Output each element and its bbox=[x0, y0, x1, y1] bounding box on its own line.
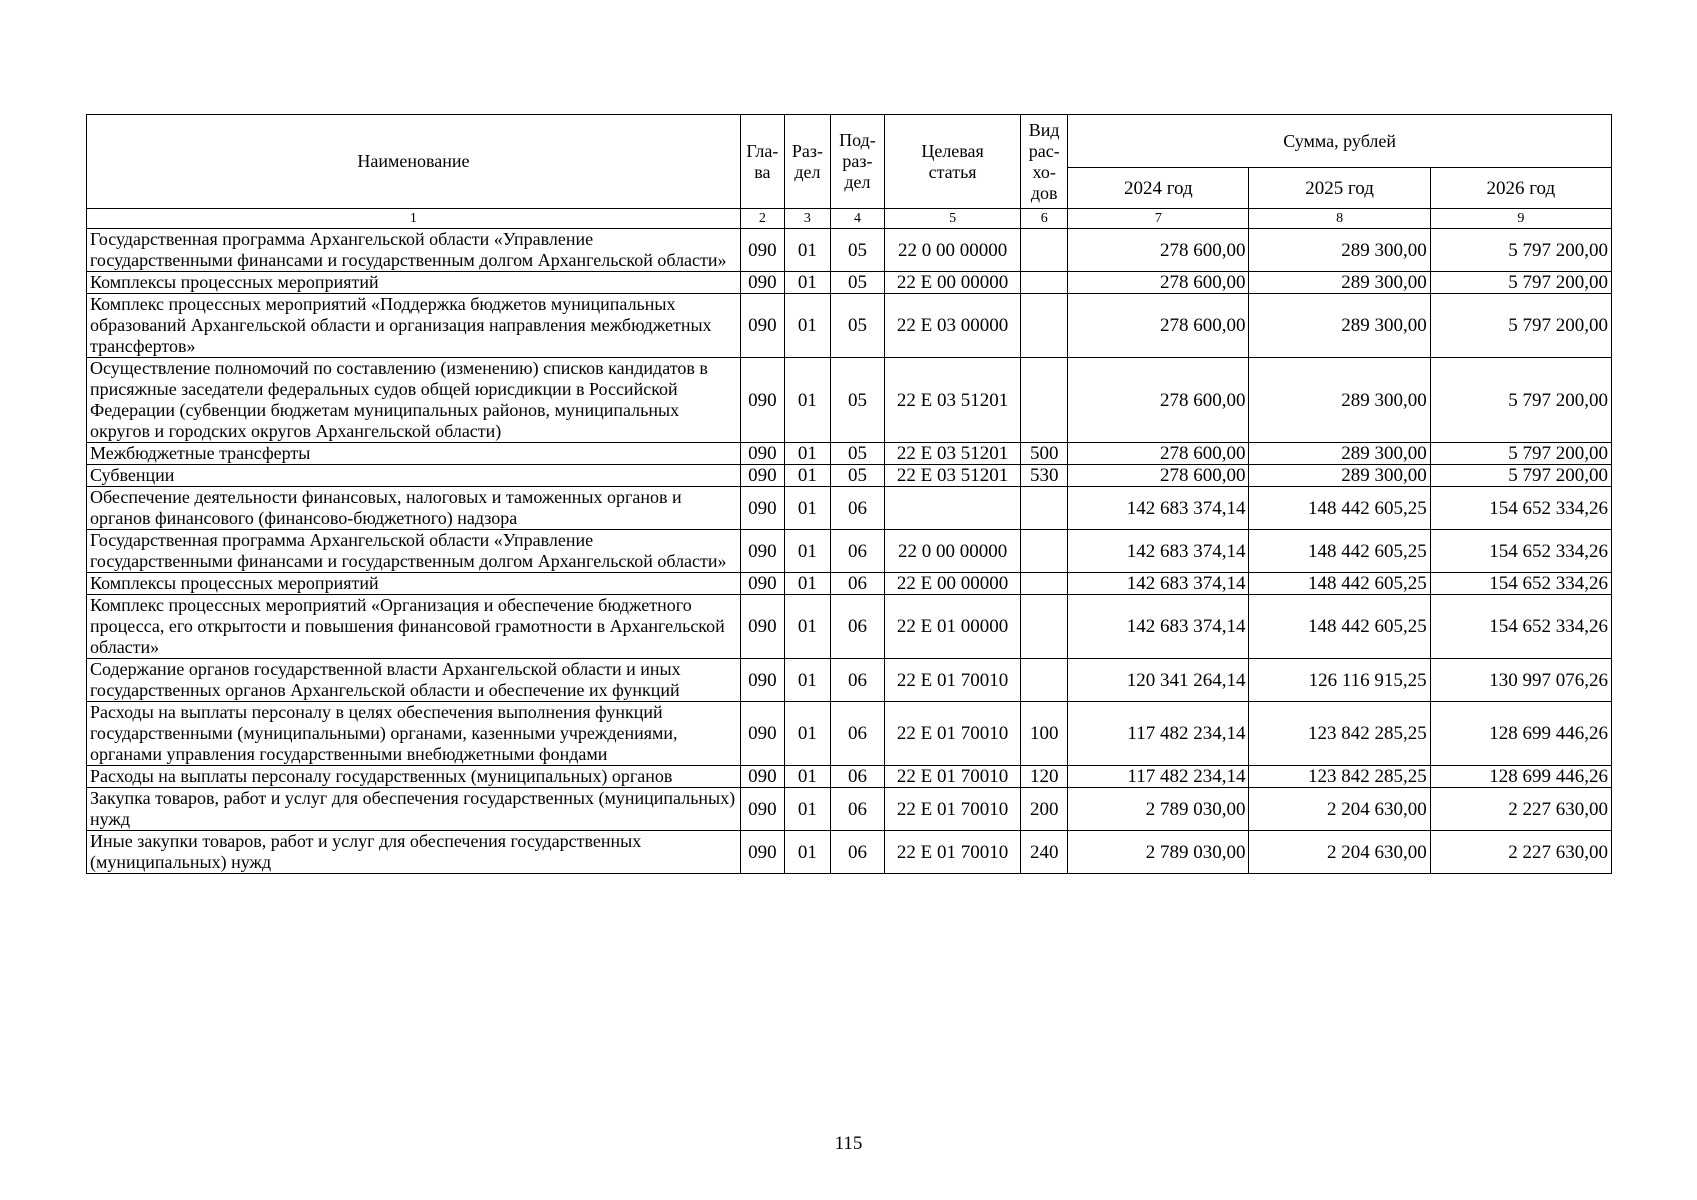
row-name: Государственная программа Архангельской области «Управление государственными финансами и государственным долгом Архангельской области» bbox=[87, 229, 741, 272]
table-row bbox=[87, 702, 1612, 766]
row-sum-2025: 289 300,00 bbox=[1249, 465, 1430, 487]
row-glava: 090 bbox=[740, 487, 784, 530]
row-razdel: 01 bbox=[784, 595, 830, 659]
row-name: Государственная программа Архангельской области «Управление государственными финансами и государственным долгом Архангельской области» bbox=[87, 530, 741, 573]
col-number: 2 bbox=[740, 209, 784, 229]
col-number: 4 bbox=[830, 209, 884, 229]
row-celevaya-statya: 22 Е 01 70010 bbox=[885, 659, 1021, 702]
row-vid-rashodov: 100 bbox=[1021, 702, 1068, 766]
row-sum-2026: 130 997 076,26 bbox=[1430, 659, 1611, 702]
row-name: Межбюджетные трансферты bbox=[87, 443, 741, 465]
row-celevaya-statya: 22 Е 03 51201 bbox=[885, 443, 1021, 465]
row-vid-rashodov bbox=[1021, 573, 1068, 595]
header-glava: Гла- ва bbox=[740, 115, 784, 209]
row-glava: 090 bbox=[740, 358, 784, 443]
row-sum-2025: 123 842 285,25 bbox=[1249, 702, 1430, 766]
row-podrazdel: 06 bbox=[830, 595, 884, 659]
row-razdel: 01 bbox=[784, 443, 830, 465]
table-row bbox=[87, 443, 1612, 465]
row-podrazdel: 05 bbox=[830, 272, 884, 294]
row-razdel: 01 bbox=[784, 487, 830, 530]
row-glava: 090 bbox=[740, 530, 784, 573]
row-name: Расходы на выплаты персоналу в целях обеспечения выполнения функций государственными (муниципальными) органами, казенными учреждениями, органами управления государственными внебюджетными фондами bbox=[87, 702, 741, 766]
row-sum-2026: 128 699 446,26 bbox=[1430, 702, 1611, 766]
row-razdel: 01 bbox=[784, 831, 830, 874]
row-celevaya-statya: 22 0 00 00000 bbox=[885, 530, 1021, 573]
header-summa: Сумма, рублей bbox=[1068, 115, 1612, 168]
row-celevaya-statya: 22 Е 01 70010 bbox=[885, 702, 1021, 766]
row-celevaya-statya: 22 Е 03 00000 bbox=[885, 294, 1021, 358]
row-vid-rashodov bbox=[1021, 659, 1068, 702]
row-glava: 090 bbox=[740, 766, 784, 788]
row-celevaya-statya: 22 Е 03 51201 bbox=[885, 358, 1021, 443]
row-name: Комплекс процессных мероприятий «Организация и обеспечение бюджетного процесса, его открытости и повышения финансовой грамотности в Архангельской области» bbox=[87, 595, 741, 659]
row-vid-rashodov: 120 bbox=[1021, 766, 1068, 788]
column-numbers-row bbox=[87, 209, 1612, 229]
table-row bbox=[87, 229, 1612, 272]
header-podrazdel: Под- раз- дел bbox=[830, 115, 884, 209]
row-sum-2024: 278 600,00 bbox=[1068, 465, 1249, 487]
row-name: Закупка товаров, работ и услуг для обеспечения государственных (муниципальных) нужд bbox=[87, 788, 741, 831]
row-sum-2026: 2 227 630,00 bbox=[1430, 788, 1611, 831]
row-celevaya-statya: 22 Е 03 51201 bbox=[885, 465, 1021, 487]
row-glava: 090 bbox=[740, 595, 784, 659]
row-sum-2026: 154 652 334,26 bbox=[1430, 573, 1611, 595]
row-celevaya-statya: 22 Е 00 00000 bbox=[885, 272, 1021, 294]
row-sum-2024: 142 683 374,14 bbox=[1068, 530, 1249, 573]
row-glava: 090 bbox=[740, 465, 784, 487]
row-celevaya-statya: 22 Е 01 70010 bbox=[885, 766, 1021, 788]
row-sum-2024: 278 600,00 bbox=[1068, 294, 1249, 358]
budget-table bbox=[86, 114, 1612, 874]
table-row bbox=[87, 487, 1612, 530]
table-row bbox=[87, 573, 1612, 595]
header-razdel: Раз- дел bbox=[784, 115, 830, 209]
row-glava: 090 bbox=[740, 831, 784, 874]
row-razdel: 01 bbox=[784, 659, 830, 702]
col-number: 9 bbox=[1430, 209, 1611, 229]
table-row bbox=[87, 358, 1612, 443]
table-row bbox=[87, 659, 1612, 702]
row-sum-2024: 278 600,00 bbox=[1068, 229, 1249, 272]
row-podrazdel: 05 bbox=[830, 443, 884, 465]
row-sum-2024: 278 600,00 bbox=[1068, 358, 1249, 443]
row-name: Обеспечение деятельности финансовых, налоговых и таможенных органов и органов финансового (финансово-бюджетного) надзора bbox=[87, 487, 741, 530]
row-razdel: 01 bbox=[784, 788, 830, 831]
row-glava: 090 bbox=[740, 229, 784, 272]
col-number: 1 bbox=[87, 209, 741, 229]
col-number: 3 bbox=[784, 209, 830, 229]
row-sum-2025: 289 300,00 bbox=[1249, 443, 1430, 465]
row-razdel: 01 bbox=[784, 294, 830, 358]
table-row bbox=[87, 465, 1612, 487]
row-podrazdel: 06 bbox=[830, 487, 884, 530]
row-sum-2024: 117 482 234,14 bbox=[1068, 766, 1249, 788]
row-podrazdel: 06 bbox=[830, 530, 884, 573]
table-body bbox=[87, 229, 1612, 874]
row-vid-rashodov: 530 bbox=[1021, 465, 1068, 487]
header-name: Наименование bbox=[87, 115, 741, 209]
row-sum-2025: 2 204 630,00 bbox=[1249, 788, 1430, 831]
row-sum-2026: 154 652 334,26 bbox=[1430, 530, 1611, 573]
row-razdel: 01 bbox=[784, 530, 830, 573]
row-glava: 090 bbox=[740, 294, 784, 358]
row-glava: 090 bbox=[740, 573, 784, 595]
row-vid-rashodov bbox=[1021, 530, 1068, 573]
row-celevaya-statya: 22 0 00 00000 bbox=[885, 229, 1021, 272]
row-podrazdel: 05 bbox=[830, 294, 884, 358]
row-sum-2024: 142 683 374,14 bbox=[1068, 487, 1249, 530]
row-sum-2025: 2 204 630,00 bbox=[1249, 831, 1430, 874]
row-glava: 090 bbox=[740, 443, 784, 465]
row-podrazdel: 05 bbox=[830, 229, 884, 272]
row-vid-rashodov: 200 bbox=[1021, 788, 1068, 831]
header-year-2024: 2024 год bbox=[1068, 168, 1249, 209]
row-name: Комплексы процессных мероприятий bbox=[87, 573, 741, 595]
row-vid-rashodov bbox=[1021, 272, 1068, 294]
row-sum-2026: 128 699 446,26 bbox=[1430, 766, 1611, 788]
row-sum-2026: 5 797 200,00 bbox=[1430, 272, 1611, 294]
row-sum-2025: 289 300,00 bbox=[1249, 294, 1430, 358]
col-number: 6 bbox=[1021, 209, 1068, 229]
row-sum-2026: 5 797 200,00 bbox=[1430, 443, 1611, 465]
row-sum-2025: 148 442 605,25 bbox=[1249, 530, 1430, 573]
row-vid-rashodov: 500 bbox=[1021, 443, 1068, 465]
row-name: Осуществление полномочий по составлению (изменению) списков кандидатов в присяжные заседатели федеральных судов общей юрисдикции в Российской Федерации (субвенции бюджетам муниципальных районов, муниципальных округов и городских округов Архангельской области) bbox=[87, 358, 741, 443]
row-sum-2026: 5 797 200,00 bbox=[1430, 358, 1611, 443]
row-razdel: 01 bbox=[784, 702, 830, 766]
table-row bbox=[87, 530, 1612, 573]
header-vid-rashodov: Вид рас- хо- дов bbox=[1021, 115, 1068, 209]
row-sum-2026: 2 227 630,00 bbox=[1430, 831, 1611, 874]
row-podrazdel: 06 bbox=[830, 702, 884, 766]
row-razdel: 01 bbox=[784, 358, 830, 443]
row-podrazdel: 05 bbox=[830, 358, 884, 443]
row-podrazdel: 06 bbox=[830, 766, 884, 788]
row-razdel: 01 bbox=[784, 229, 830, 272]
table-row bbox=[87, 766, 1612, 788]
row-sum-2025: 289 300,00 bbox=[1249, 272, 1430, 294]
row-razdel: 01 bbox=[784, 573, 830, 595]
page-number: 115 bbox=[834, 1133, 863, 1154]
col-number: 5 bbox=[885, 209, 1021, 229]
row-podrazdel: 06 bbox=[830, 788, 884, 831]
table-row bbox=[87, 294, 1612, 358]
col-number: 7 bbox=[1068, 209, 1249, 229]
row-sum-2026: 154 652 334,26 bbox=[1430, 595, 1611, 659]
row-sum-2024: 2 789 030,00 bbox=[1068, 788, 1249, 831]
header-year-2026: 2026 год bbox=[1430, 168, 1611, 209]
row-sum-2024: 142 683 374,14 bbox=[1068, 595, 1249, 659]
row-vid-rashodov bbox=[1021, 294, 1068, 358]
row-sum-2026: 5 797 200,00 bbox=[1430, 229, 1611, 272]
row-sum-2025: 289 300,00 bbox=[1249, 229, 1430, 272]
row-razdel: 01 bbox=[784, 766, 830, 788]
row-sum-2025: 148 442 605,25 bbox=[1249, 595, 1430, 659]
row-razdel: 01 bbox=[784, 465, 830, 487]
row-name: Субвенции bbox=[87, 465, 741, 487]
row-glava: 090 bbox=[740, 272, 784, 294]
row-name: Расходы на выплаты персоналу государственных (муниципальных) органов bbox=[87, 766, 741, 788]
header-year-2025: 2025 год bbox=[1249, 168, 1430, 209]
row-celevaya-statya: 22 Е 01 00000 bbox=[885, 595, 1021, 659]
col-number: 8 bbox=[1249, 209, 1430, 229]
row-celevaya-statya bbox=[885, 487, 1021, 530]
row-sum-2024: 278 600,00 bbox=[1068, 272, 1249, 294]
row-vid-rashodov: 240 bbox=[1021, 831, 1068, 874]
row-vid-rashodov bbox=[1021, 229, 1068, 272]
row-sum-2024: 117 482 234,14 bbox=[1068, 702, 1249, 766]
row-razdel: 01 bbox=[784, 272, 830, 294]
row-sum-2024: 142 683 374,14 bbox=[1068, 573, 1249, 595]
row-glava: 090 bbox=[740, 788, 784, 831]
row-podrazdel: 05 bbox=[830, 465, 884, 487]
table-row bbox=[87, 272, 1612, 294]
row-vid-rashodov bbox=[1021, 358, 1068, 443]
row-glava: 090 bbox=[740, 659, 784, 702]
row-name: Содержание органов государственной власти Архангельской области и иных государственных органов Архангельской области и обеспечение их функций bbox=[87, 659, 741, 702]
row-celevaya-statya: 22 Е 01 70010 bbox=[885, 788, 1021, 831]
row-sum-2025: 148 442 605,25 bbox=[1249, 487, 1430, 530]
row-name: Комплекс процессных мероприятий «Поддержка бюджетов муниципальных образований Архангельской области и организация направления межбюджетных трансфертов» bbox=[87, 294, 741, 358]
row-sum-2024: 278 600,00 bbox=[1068, 443, 1249, 465]
table-row bbox=[87, 595, 1612, 659]
row-sum-2026: 5 797 200,00 bbox=[1430, 294, 1611, 358]
header-row bbox=[87, 115, 1612, 168]
row-celevaya-statya: 22 Е 00 00000 bbox=[885, 573, 1021, 595]
row-podrazdel: 06 bbox=[830, 573, 884, 595]
row-name: Комплексы процессных мероприятий bbox=[87, 272, 741, 294]
table-row bbox=[87, 788, 1612, 831]
row-sum-2024: 120 341 264,14 bbox=[1068, 659, 1249, 702]
row-sum-2026: 5 797 200,00 bbox=[1430, 465, 1611, 487]
row-glava: 090 bbox=[740, 702, 784, 766]
row-celevaya-statya: 22 Е 01 70010 bbox=[885, 831, 1021, 874]
row-sum-2024: 2 789 030,00 bbox=[1068, 831, 1249, 874]
table-row bbox=[87, 831, 1612, 874]
row-sum-2025: 126 116 915,25 bbox=[1249, 659, 1430, 702]
row-name: Иные закупки товаров, работ и услуг для обеспечения государственных (муниципальных) нужд bbox=[87, 831, 741, 874]
row-sum-2026: 154 652 334,26 bbox=[1430, 487, 1611, 530]
row-sum-2025: 148 442 605,25 bbox=[1249, 573, 1430, 595]
row-vid-rashodov bbox=[1021, 487, 1068, 530]
header-celevaya-statya: Целевая статья bbox=[885, 115, 1021, 209]
row-vid-rashodov bbox=[1021, 595, 1068, 659]
row-sum-2025: 123 842 285,25 bbox=[1249, 766, 1430, 788]
row-sum-2025: 289 300,00 bbox=[1249, 358, 1430, 443]
row-podrazdel: 06 bbox=[830, 659, 884, 702]
row-podrazdel: 06 bbox=[830, 831, 884, 874]
